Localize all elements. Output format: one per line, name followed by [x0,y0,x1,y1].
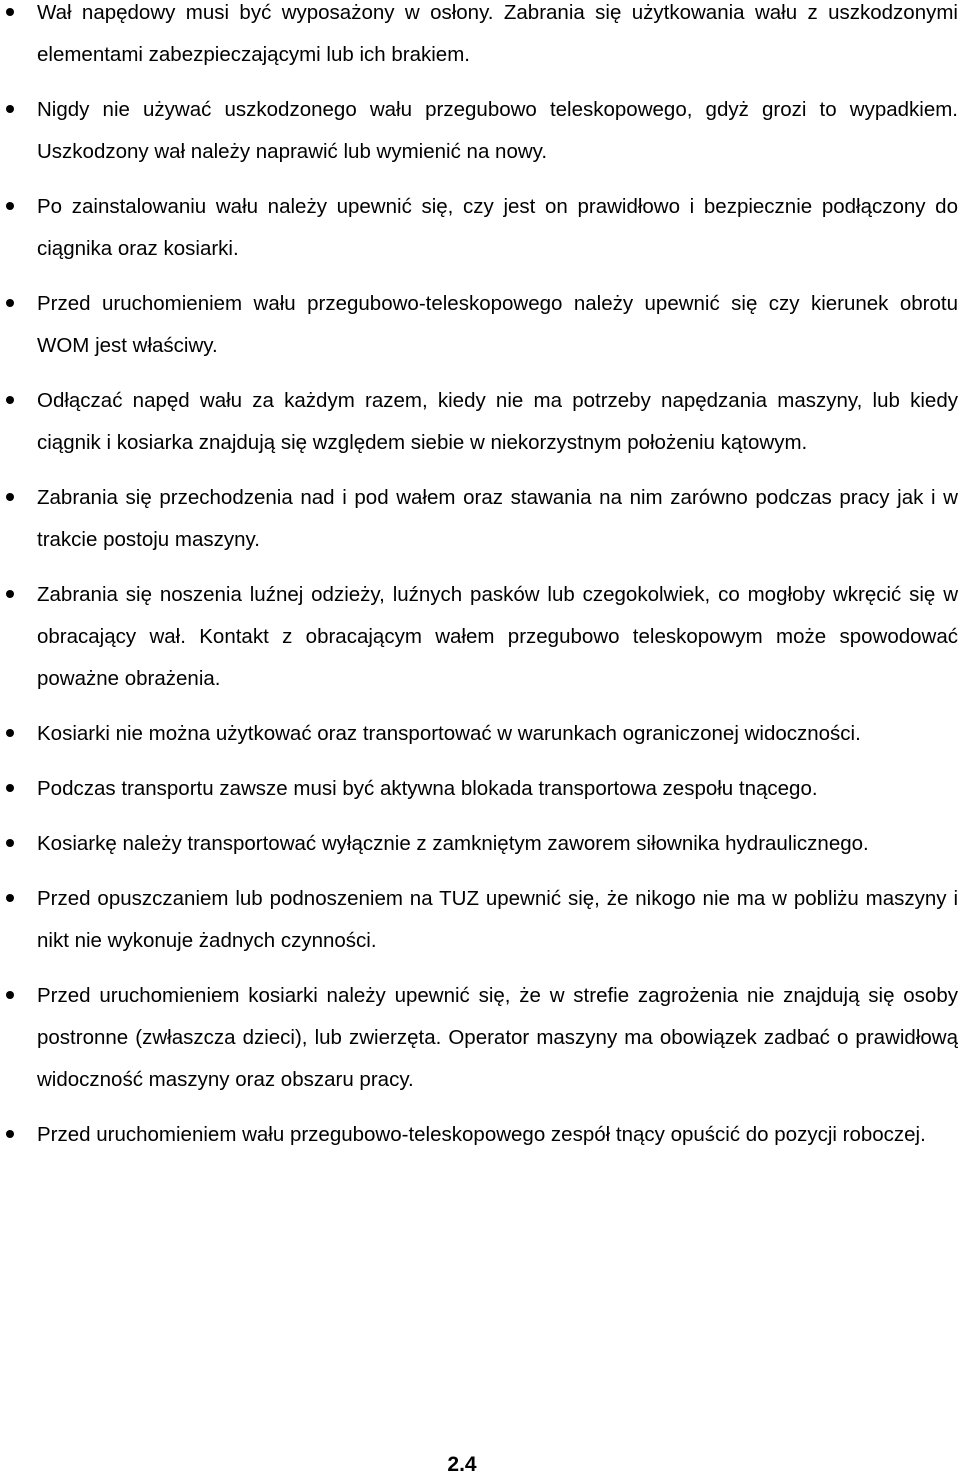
bullet-text: Przed uruchomieniem wału przegubowo-teleskopowego zespół tnący opuścić do pozycji roboczej. [37,1123,926,1146]
bullet-icon [6,839,14,847]
bullet-icon [6,991,14,999]
page-number: 2.4 [447,1453,477,1476]
bullet-icon [6,202,14,210]
bullet-item [0,574,960,700]
bullet-icon [6,299,14,307]
bullet-item [0,283,960,367]
bullet-item [0,380,960,464]
bullet-icon [6,493,14,501]
bullet-icon [6,729,14,737]
bullet-text: Kosiarki nie można użytkować oraz transportować w warunkach ograniczonej widoczności. [37,722,861,745]
bullet-text: Zabrania się przechodzenia nad i pod wałem oraz stawania na nim zarówno podczas pracy jak i w trakcie postoju maszyny. [37,486,958,551]
bullet-item [0,186,960,270]
bullet-icon [6,784,14,792]
bullet-icon [6,105,14,113]
bullet-item [0,0,960,76]
bullet-icon [6,396,14,404]
bullet-text: Przed uruchomieniem kosiarki należy upewnić się, że w strefie zagrożenia nie znajdują się osoby postronne (zwłaszcza dzieci), lub zwierzęta. Operator maszyny ma obowiązek zadbać o prawidłową widoczność maszyny oraz obszaru pracy. [37,984,958,1091]
bullet-item [0,823,960,865]
bullet-item [0,975,960,1101]
bullet-item [0,768,960,810]
bullet-text: Wał napędowy musi być wyposażony w osłony. Zabrania się użytkowania wału z uszkodzonymi elementami zabezpieczającymi lub ich brakiem. [37,1,958,66]
bullet-item [0,477,960,561]
bullet-item [0,878,960,962]
bullet-item [0,89,960,173]
bullet-text: Nigdy nie używać uszkodzonego wału przegubowo teleskopowego, gdyż grozi to wypadkiem. Uszkodzony wał należy naprawić lub wymienić na nowy. [37,98,958,163]
bullet-text: Po zainstalowaniu wału należy upewnić się, czy jest on prawidłowo i bezpiecznie podłączony do ciągnika oraz kosiarki. [37,195,958,260]
bullet-text: Przed opuszczaniem lub podnoszeniem na TUZ upewnić się, że nikogo nie ma w pobliżu maszyny i nikt nie wykonuje żadnych czynności. [37,887,958,952]
bullet-icon [6,894,14,902]
bullet-item [0,713,960,755]
bullet-text: Podczas transportu zawsze musi być aktywna blokada transportowa zespołu tnącego. [37,777,818,800]
bullet-text: Przed uruchomieniem wału przegubowo-teleskopowego należy upewnić się czy kierunek obrotu WOM jest właściwy. [37,292,958,357]
bullet-icon [6,1130,14,1138]
bullet-text: Kosiarkę należy transportować wyłącznie z zamkniętym zaworem siłownika hydraulicznego. [37,832,869,855]
bullet-icon [6,590,14,598]
bullet-item [0,1114,960,1156]
bullet-text: Odłączać napęd wału za każdym razem, kiedy nie ma potrzeby napędzania maszyny, lub kiedy ciągnik i kosiarka znajdują się względem siebie w niekorzystnym położeniu kątowym. [37,389,958,454]
bullet-text: Zabrania się noszenia luźnej odzieży, luźnych pasków lub czegokolwiek, co mogłoby wkręcić się w obracający wał. Kontakt z obracającym wałem przegubowo teleskopowym może spowodować poważne obrażenia. [37,583,958,690]
bullet-icon [6,8,14,16]
